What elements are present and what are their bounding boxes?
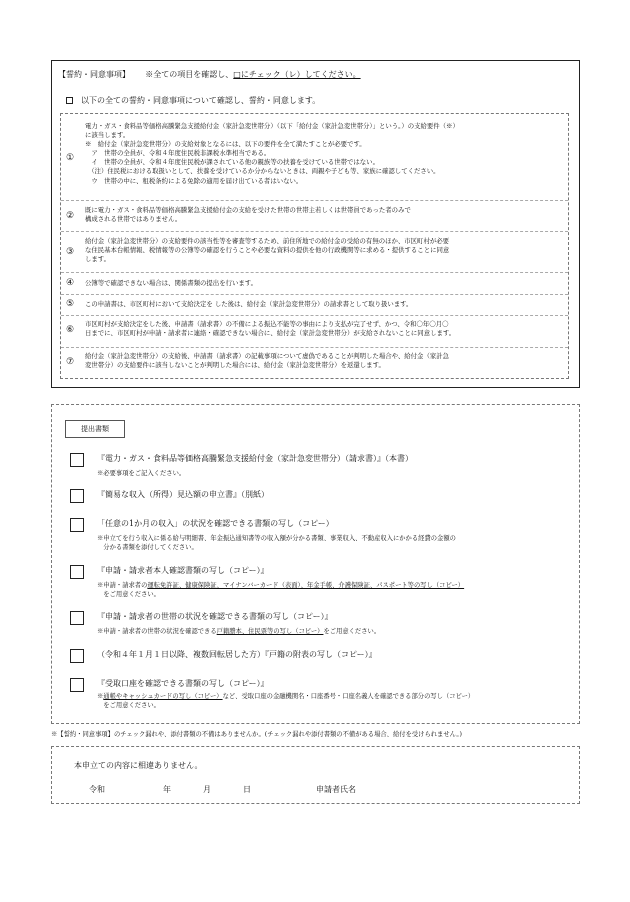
document-checkbox[interactable] (70, 649, 84, 663)
pledge-item (61, 352, 568, 376)
applicant-name-label: 申請者氏名 (316, 785, 356, 794)
pledge-item (61, 122, 568, 198)
pledge-item-number: ① (65, 153, 75, 163)
agree-all-label: 以下の全ての誓約・同意事項について確認し、誓約・同意します。 (81, 96, 321, 105)
pledge-item-number: ⑦ (65, 357, 75, 367)
document-checkbox[interactable] (70, 565, 84, 579)
checklist-footnote: ※【誓約・同意事項】のチェック漏れや、添付書類の不備はありませんか。(チェック漏れや添付書類の不備がある場合、給付を受けられません。) (51, 731, 462, 738)
divider (61, 272, 568, 273)
document-checkbox[interactable] (70, 489, 84, 503)
pledge-title: 【誓約・同意事項】 (58, 70, 130, 79)
document-checkbox[interactable] (70, 678, 84, 692)
document-title: 『簡易な収入（所得）見込額の申立書』（別紙） (97, 490, 269, 499)
document-note: ※申請・請求者の世帯の状況を確認できる戸籍謄本、住民票等の写し（コピー）をご用意ください。 (97, 628, 381, 635)
pledge-item-text: 電力・ガス・食料品等価格高騰緊急支援給付金（家計急変世帯分）（以下「給付金（家計急変世帯分）」という。）の支給要件（※） に該当します。 ※ 給付金（家計急変世帯分）の支給対象となるには、以下の要件を全て満たすことが必要です。 ア 世帯の全員が、令和４年度住民税非課税水準相当である。 イ 世帯の全員が、令和４年度住民税が課されている他の親族等の扶養を受けている世帯ではない。 （注）住民税における取扱いとして、扶養を受けているか分からないときは、両親や子ども等、家族に確認してください。 ウ 世帯の中に、租税条約による免除の適用を届け出ている者はいない。 (85, 122, 459, 185)
divider (61, 231, 568, 232)
pledge-items-box (60, 113, 569, 379)
agree-all-checkbox[interactable] (66, 97, 73, 104)
pledge-item-number: ② (65, 211, 75, 221)
document-note: ※通帳やキャッシュカードの写し（コピー）など、受取口座の金融機関名・口座番号・口座名義人を確認できる部分の写し（コピー） をご用意ください。 (97, 693, 475, 709)
pledge-item (61, 299, 568, 313)
document-title: （令和４年１月１日以降、複数回転居した方）『戸籍の附表の写し（コピー）』 (97, 650, 377, 659)
document-note: ※必要事項をご記入ください。 (97, 470, 186, 477)
divider (61, 347, 568, 348)
agree-all-row[interactable] (66, 96, 320, 107)
pledge-item-number: ⑤ (65, 299, 75, 309)
document-checkbox[interactable] (70, 611, 84, 625)
pledge-item-number: ⑥ (65, 325, 75, 335)
month-label: 月 (203, 785, 211, 794)
document-checkbox[interactable] (70, 453, 84, 467)
documents-section (51, 404, 580, 724)
day-label: 日 (243, 785, 251, 794)
pledge-item (61, 237, 568, 269)
divider (61, 294, 568, 295)
pledge-section (51, 60, 580, 388)
pledge-item-number: ④ (65, 278, 75, 288)
pledge-item-text: 給付金（家計急変世帯分）の支給後、申請書（請求書）の記載事項について虚偽であることが判明した場合や、給付金（家計急 変世帯分）の支給要件に該当しないことが判明した場合には、給付金（家計急変世帯分）を返還します。 (85, 352, 450, 370)
pledge-header (58, 70, 361, 81)
divider (61, 315, 568, 316)
pledge-item-text: この申請書は、市区町村において支給決定を した後は、給付金（家計急変世帯分）の請求書として取り扱います。 (85, 300, 413, 308)
pledge-item-text: 公簿等で確認できない場合は、関係書類の提出を行います。 (85, 279, 258, 287)
document-title: 『受取口座を確認できる書類の写し（コピー）』 (97, 679, 269, 688)
divider (61, 200, 568, 201)
pledge-item-number: ③ (65, 247, 75, 257)
declaration-date-row (89, 785, 356, 796)
document-title: 『電力・ガス・食料品等価格高騰緊急支援給付金（家計急変世帯分）（請求書）』（本書） (97, 454, 413, 463)
pledge-item-text: 市区町村が支給決定をした後、申請書（請求書）の不備による振込不能等の事由により支払が完了せず、かつ、令和〇年〇月〇 日までに、市区町村が申請・請求者に連絡・確認できない場合に、給付金（家計急変世帯分）が支給されないことに同意します。 (85, 320, 456, 338)
document-checkbox[interactable] (70, 518, 84, 532)
pledge-item-text: 給付金（家計急変世帯分）の支給要件の該当性等を審査等するため、前住所地での給付金の受給の有無のほか、市区町村が必要 な住民基本台帳情報、税情報等の公簿等の確認を行うことや必要な資料の提供を他の行政機関等に求める・提供することに同意 します。 (85, 237, 450, 264)
year-label: 年 (163, 785, 171, 794)
pledge-item (61, 278, 568, 292)
era-label: 令和 (89, 785, 105, 794)
pledge-item (61, 320, 568, 344)
document-note: ※申立てを行う収入に係る給与明細書、年金振込通知書等の収入額が分かる書類、事業収入、不動産収入にかかる経費の金額の 分かる書類を添付してください。 (97, 535, 456, 551)
pledge-item-text: 既に電力・ガス・食料品等価格高騰緊急支援給付金の支給を受けた世帯の世帯主若しくは世帯員であった者のみで 構成される世帯ではありません。 (85, 206, 411, 224)
documents-label: 提出書類 (65, 420, 125, 438)
document-title: 『申請・請求者の世帯の状況を確認できる書類の写し（コピー）』 (97, 612, 333, 621)
pledge-instruction-underlined: □にチェック（レ）してください。 (233, 70, 361, 79)
document-note: ※申請・請求者の運転免許証、健康保険証、マイナンバーカード（表面）、年金手帳、介護保険証、パスポート等の写し（コピー） をご用意ください。 (97, 582, 465, 598)
declaration-statement: 本申立ての内容に相違ありません。 (74, 761, 203, 770)
pledge-instruction: ※全ての項目を確認し、 (145, 70, 234, 79)
pledge-item (61, 206, 568, 228)
document-title: 『申請・請求者本人確認書類の写し（コピー）』 (97, 566, 269, 575)
declaration-section (51, 746, 580, 804)
document-title: 「任意の1か月の収入」の状況を確認できる書類の写し（コピー） (97, 519, 334, 528)
